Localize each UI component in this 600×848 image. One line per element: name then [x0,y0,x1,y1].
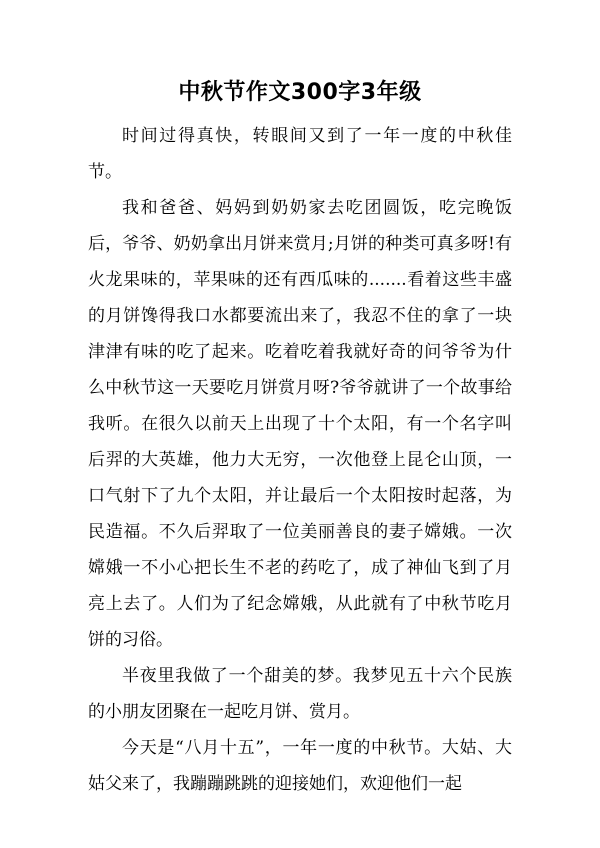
paragraph-2: 我和爸爸、妈妈到奶奶家去吃团圆饭，吃完晚饭后，爷爷、奶奶拿出月饼来赏月;月饼的种类可真多呀!有火龙果味的，苹果味的还有西瓜味的.......看着这些丰盛的月饼馋得我口水都要流出来了，我忍不住的拿了一块津津有味的吃了起来。吃着吃着我就好奇的问爷爷为什么中秋节这一天要吃月饼赏月呀?爷爷就讲了一个故事给我听。在很久以前天上出现了十个太阳，有一个名字叫后羿的大英雄，他力大无穷，一次他登上昆仑山顶，一口气射下了九个太阳，并让最后一个太阳按时起落，为民造福。不久后羿取了一位美丽善良的妻子嫦娥。一次嫦娥一不小心把长生不老的药吃了，成了神仙飞到了月亮上去了。人们为了纪念嫦娥，从此就有了中秋节吃月饼的习俗。 [88,198,512,650]
paragraph-4: 今天是“八月十五”，一年一度的中秋节。大姑、大姑父来了，我蹦蹦跳跳的迎接她们，欢迎他们一起 [88,738,512,794]
document-body [88,118,512,802]
document-title: 中秋节作文300字3年级 [178,80,422,105]
paragraph-3: 半夜里我做了一个甜美的梦。我梦见五十六个民族的小朋友团聚在一起吃月饼、赏月。 [88,666,512,722]
paragraph-1: 时间过得真快，转眼间又到了一年一度的中秋佳节。 [88,126,512,182]
